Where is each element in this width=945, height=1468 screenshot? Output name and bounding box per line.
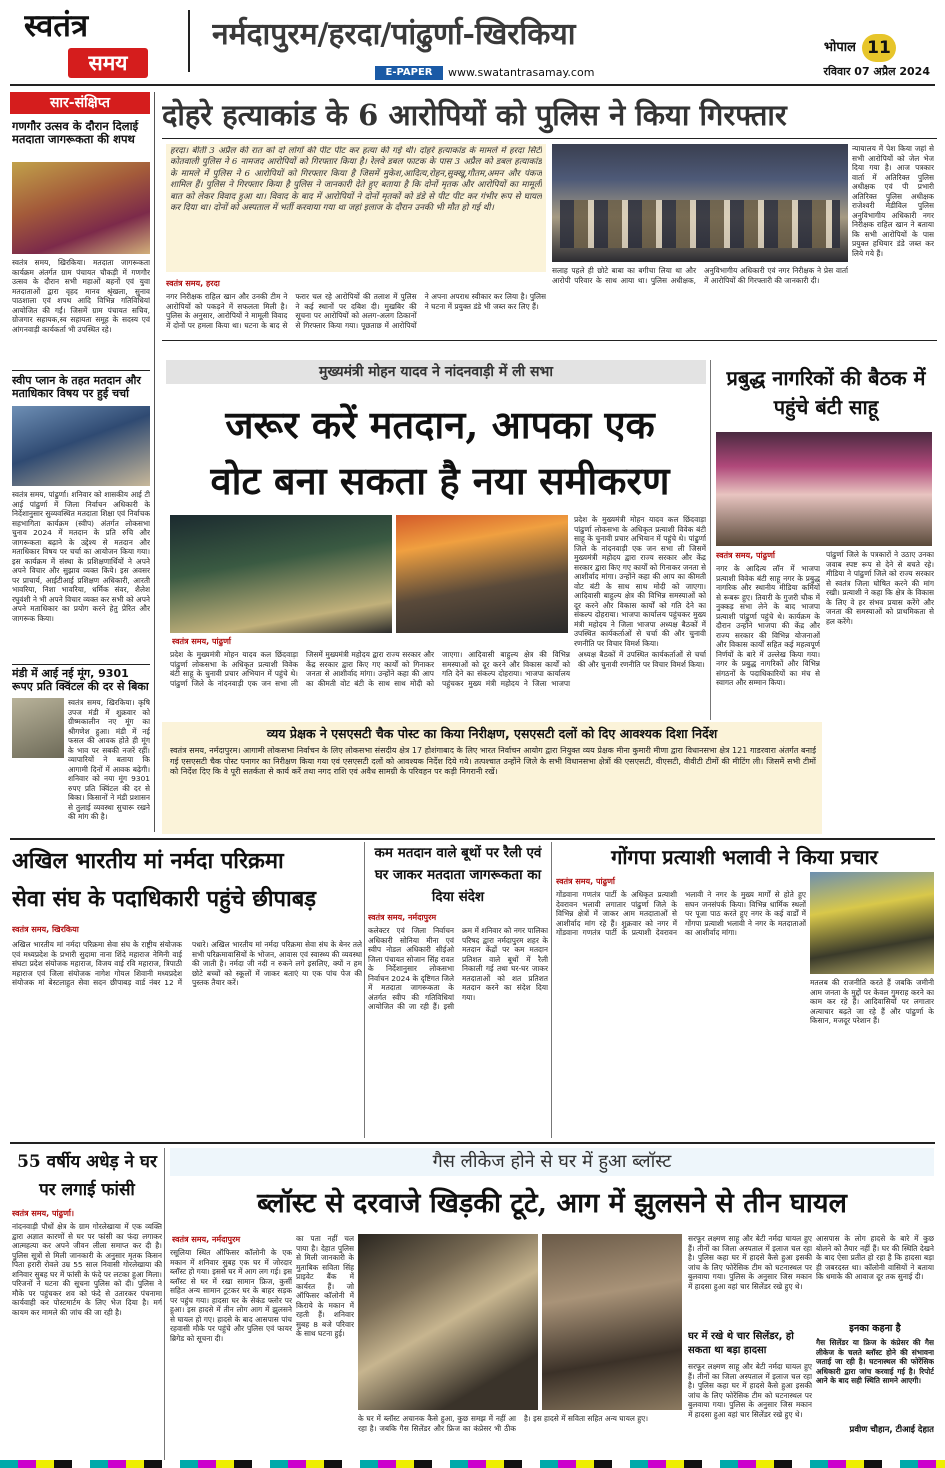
gas-kicker: गैस लीकेज होने से घर में हुआ ब्लॉस्ट (432, 1151, 672, 1172)
brief-body: स्वतंत्र समय, खिरकिया। कृषि उपज मंडी में शुक्रवार को ग्रीष्मकालीन नए मूंग का श्रीगणेश हुआ। मंडी में नई फसल की आवक होते ही मूंग के भाव पर सबकी नजरें रहीं। व्यापारियों ने बताया कि आगामी दिनों में आवक बढ़ेगी। शनिवार को नया मूंग 9301 रुपए प्रति क्विंटल की दर से बिका। किसानों ने मंडी प्रशासन से तुलाई व्यवस्था सुचारू रखने की मांग की है। (68, 698, 150, 821)
kam-byline: स्वतंत्र समय, नर्मदापुरम (368, 913, 437, 922)
logo-top: स्वतंत्र (24, 8, 89, 44)
quote-heading: इनका कहना है (849, 1323, 901, 1334)
suicide-byline: स्वतंत्र समय, पांढुर्णा। (12, 1209, 74, 1218)
brief-photo (12, 406, 150, 486)
cm-body-right: प्रदेश के मुख्यमंत्री मोहन यादव कल छिंदवाड़ा पांढुर्णा लोकसभा के अधिकृत प्रत्याशी विवेक बंटी साहू के चुनावी प्रचार अभियान में पहुंचे थे। पांढुर्णा जिले के नांदनवाड़ी एक जन सभा ली जिसमें मुख्यमंत्री महोदय द्वारा राज्य सरकार और केंद्र सरकार द्वारा किए गए कार्यों को गिनाकर जनता से आशीर्वाद मांगा। उन्होंने कहा की आप का कीमती वोट बंटी के साथ साथ मोदी को जाएगा। आदिवासी बाहुल्य क्षेत्र की विभिन्न समस्याओं को दूर करने और विकास कार्यों को गति देने का संकल्प दोहराया। भाजपा कार्यालय पहुंचकर मुख्य मंत्री महोदय ने जिला भाजपा अध्यक्ष बैठकों में उपस्थित कार्यकर्ताओं से चर्चा की और चुनावी रणनीति पर विचार विमर्श किया। (574, 515, 706, 648)
brief-body: स्वतंत्र समय, पांढुर्णा। शनिवार को शासकीय आई टी आई पांढुर्णा में जिला निर्वाचन अधिकारी के निर्देशानुसार सुव्यवस्थित मतदाता शिक्षा एवं निर्वाचक सहभागिता कार्यक्रम (स्वीप) अंतर्गत लोकसभा चुनाव 2024 में मतदान के प्रति रुचि और जागरूकता बढ़ाने के उद्देश्य से मतदान और मताधिकार विषय पर चर्चा का आयोजन किया गया। इस कार्यक्रम में संस्था के प्रशिक्षणार्थियों ने अपने अपने विचार और सुझाव व्यक्त किये। इस अवसर पर प्राचार्य, आईटीआई प्रशिक्षण अधिकारी, आरती भावरिया, निशा भावरिया, धर्मिक संवर, शैलेश रघुवंशी ने भी अपने विचार व्यक्त कर सभी को अपने अपने मताधिकार का प्रयोग करने हेतु प्रेरित और जागरूक किया। (12, 490, 150, 623)
gas-body: रसूलिया स्थित ऑफिसर कॉलोनी के एक मकान में शनिवार सुबह एक घर में जोरदार ब्लॉस्ट हो गया। इससे घर में आग लग गई। इस ब्लॉस्ट से घर में रखा सामान फ्रिज, कुर्सी सहित अन्य सामान टूटकर घर के बाहर सड़क पर पहुंच गया। हादसा घर के सेकंड फ्लोर पर हुआ। इस हादसे में तीन लोग आग में झुलसने से घायल हो गए। हादसे के बाद आसपास पांच रहवासी मौके पर पहुंचे और पुलिस एवं फायर ब्रिगेड को सूचना दी। (170, 1248, 292, 1343)
brief-title: मंडी में आई नई मूंग, 9301 रूपए प्रति क्विंटल की दर से बिका (12, 667, 149, 693)
gas-headline: ब्लॉस्ट से दरवाजे खिड़की टूटे, आग में झुलसने से तीन घायल (257, 1188, 847, 1219)
lead-right-column: न्यायालय में पेश किया जहां से सभी आरोपियों को जेल भेज दिया गया है। आज पत्रकार वार्ता में अतिरिक्त पुलिस अधीक्षक एवं पी प्रभारी अतिरिक्त पुलिस अधीक्षक राजेश्वरी मेडीविल पुलिस अनुविभागीय अधिकारी नगर निरीक्षक राहिल खान ने बताया कि सभी आरोपियों के पास प्रयुक्त हथियार डंडे जब्त कर लिये गये हैं। (852, 144, 934, 258)
brief-divider (12, 370, 150, 371)
color-registration-bar (0, 1460, 945, 1468)
parikrama-headline: अखिल भारतीय मां नर्मदा परिक्रमा (12, 848, 284, 874)
column-rule (551, 842, 552, 1138)
column-rule (164, 1148, 165, 1460)
page-number: 11 (867, 38, 891, 58)
police-line (560, 200, 840, 248)
parikrama-headline: सेवा संघ के पदाधिकारी पहुंचे छीपाबड़ (12, 886, 317, 912)
column-rule (364, 842, 365, 1138)
city-label: भोपाल (823, 40, 856, 55)
gas-photo-caption: के घर में ब्लॉस्ट अचानक कैसे हुआ, कुछ समझ में नहीं आ रहा है। जबकि गैस सिलेंडर और फ्रिज का कंप्रेसर भी ठीक है। इस हादसे में सविता सहित अन्य घायल हुए। (358, 1414, 649, 1433)
parikrama-byline: स्वतंत्र समय, खिरकिया (12, 925, 79, 934)
gas-photo-room (542, 1234, 682, 1410)
gas-body-4: आसपास के लोग हादसे के बारे में कुछ बोलने को तैयार नहीं हैं। घर की स्थिति देखने के बाद ऐसा प्रतीत हो रहा है कि हादसा बड़ा ही जबरदस्त था। कॉलोनी वासियों ने बताया कि धमाके की आवाज दूर तक सुनाई दी। (816, 1234, 934, 1281)
brief-title: स्वीप प्लान के तहत मतदान और मताधिकार विषय पर हुई चर्चा (12, 374, 141, 400)
cm-headline: जरूर करें मतदान, आपका एक (225, 402, 655, 447)
lead-caption: सलाह पहले ही छोटे बाबा का बगीचा लिया था और आरोपी परिवार के साथ आया था। पुलिस अधीक्षक, अनुविभागीय अधिकारी एवं नगर निरीक्षक ने प्रेस वार्ता में आरोपियों की गिरफ्तारी की जानकारी दी। (552, 266, 848, 285)
gongpa-body-right: मतलब की राजनीति करते हैं जबकि जमीनी आम जनता के मुद्दों पर केवल गुमराह करने का काम कर रहे हैं। आदिवासियों पर लगातार अत्याचार बढ़ते जा रहे हैं और पांढुर्णा के किसान, मजदूर परेशान हैं। (810, 978, 934, 1025)
gas-byline: स्वतंत्र समय, नर्मदापुरम (172, 1235, 241, 1244)
cm-byline: स्वतंत्र समय, पांढुर्णा (172, 637, 231, 646)
section-divider (10, 838, 935, 840)
cm-kicker: मुख्यमंत्री मोहन यादव ने नांदनवाड़ी में ली सभा (318, 364, 553, 380)
cm-body: प्रदेश के मुख्यमंत्री मोहन यादव कल छिंदवाड़ा पांढुर्णा लोकसभा के अधिकृत प्रत्याशी विवेक बंटी साहू के चुनावी प्रचार अभियान में पहुंचे थे। पांढुर्णा जिले के नांदनवाड़ी एक जन सभा ली जिसमें मुख्यमंत्री महोदय द्वारा राज्य सरकार और केंद्र सरकार द्वारा किए गए कार्यों को गिनाकर जनता से आशीर्वाद मांगा। उन्होंने कहा की आप का कीमती वोट बंटी के साथ साथ मोदी को जाएगा। आदिवासी बाहुल्य क्षेत्र की विभिन्न समस्याओं को दूर करने और विकास कार्यों को गति देने का संकल्प दोहराया। भाजपा कार्यालय पहुंचकर मुख्य मंत्री महोदय ने जिला भाजपा अध्यक्ष बैठकों में उपस्थित कार्यकर्ताओं से चर्चा की और चुनावी रणनीति पर विचार विमर्श किया। (170, 650, 706, 688)
gas-body-3-cont: सरफूर लक्ष्मण साहू और बेटी नर्मदा घायल हुए हैं। तीनों का जिला अस्पताल में इलाज चल रहा है। पुलिस कहा घर में हादसे कैसे हुआ इसकी जांच के लिए फोरेंसिक टीम को घटनास्थल पर बुलवाया गया। पुलिस के अनुसार जिस मकान में हादसा हुआ वहां चार सिलेंडर रखे हुए थे। (688, 1362, 812, 1419)
website-link[interactable]: www.swatantrasamay.com (448, 66, 595, 79)
prabuddh-headline: प्रबुद्ध नागरिकों की बैठक में पहुंचे बंटी साहू (726, 366, 926, 419)
brief-photo (12, 162, 150, 254)
masthead-divider (188, 10, 190, 72)
brief-body: स्वतंत्र समय, खिरकिया। मतदाता जागरूकता कार्यक्रम अंतर्गत ग्राम पंचायत चौकड़ी में गणगौर उत्सव के दौरान सभी महाओं बहनों एवं युवा मतदाताओं द्वारा वृहद मानव श्रृंखला, सुनाव पाठशाला एवं शपथ आदि विभिन्न गतिविधियां आयोजित की गईं। जिसमें ग्राम पंचायत सचिव, ग्रोजगार सहायक,स्व सहायता समूह के सदस्य एवं आंगनवाड़ी कार्यकर्ता भी उपस्थित रहे। (12, 258, 150, 334)
lead-summary: हरदा। बीती 3 अप्रैल की रात को दो लोगों की पीट पीट कर हत्या की गई थी। दोहरे हत्याकांड के मामले में हरदा सिटी कोतवाली पुलिस ने 6 नामजद आरोपियों को गिरफ्तार किया है। रेलवे डबल फाटक के पास 3 अप्रैल को डबल हत्याकांड के मामले में पुलिस ने 6 आरोपियों को गिरफ्तार किया है जिसमें मुकेश,आदित्य,रोहन,सुक्खू,गौतम,अमन और पंकज शामिल हैं। पुलिस ने गिरफ्तार किया है पुलिस ने जानकारी देते हुए बताया है कि दोनों मृतक और आरोपियों का मामूली बात को लेकर विवाद हुआ था। विवाद के बाद में आरोपियों ने दोनों मृतकों को डंडे से पीट पीट कर गंभीर रूप से घायल कर दिया था। दोनों को अस्पताल में भर्ती करवाया गया था जहां इलाज के दौरान उनकी भी मौत हो गई थी। (170, 146, 542, 214)
lead-headline-rule (162, 138, 937, 139)
kam-body: कलेक्टर एवं जिला निर्वाचन अधिकारी सोनिया मीना एवं स्वीप नोडल अधिकारी सीईओ जिला पंचायत सोजान सिंह रावत के निर्देशानुसार लोकसभा निर्वाचन 2024 के दृष्टिगत जिले में मतदाता जागरूकता के अंतर्गत स्वीप की गतिविधियां आयोजित की जा रही हैं। इसी क्रम में शनिवार को नगर पालिका परिषद द्वारा नर्मदापुरम शहर के मतदान केंद्रों पर कम मतदान प्रतिशत वाले बूथों में रैली निकाली गई तथा घर-घर जाकर मतदाताओं को शत प्रतिशत मतदान करने का संदेश दिया गया। (368, 926, 548, 1011)
masthead (0, 0, 945, 86)
observer-body: स्वतंत्र समय, नर्मदापुरम। आगामी लोकसभा निर्वाचन के लिए लोकसभा संसदीय क्षेत्र 17 होशंगाबाद के लिए भारत निर्वाचन आयोग द्वारा नियुक्त व्यय प्रेक्षक मीना कुमारी मीणा द्वारा विधानसभा क्षेत्र 121 गाडरवारा अंतर्गत बनाई गई एसएसटी चैक पोस्ट पनागर का निरीक्षण किया गया एवं एसएसटी दलों को आवश्यक निर्देश दिये गये। तत्पश्चात उन्होंने जिले के सभी विधानसभा क्षेत्रों की एसएसटी, वीएसटी, वीवीटी टीमों की मीटिंग ली। जिसमें सभी टीमों को निर्देश दिए कि वे पूरी सतर्कता से कार्य करें तथा नगद राशि एवं अवैध सामग्री के परिवहन पर कड़ी निगरानी रखें। (170, 746, 816, 776)
section-divider (162, 340, 937, 341)
sidebar-header-label: सार-संक्षिप्त (49, 95, 111, 111)
gas-body-2: का पता नहीं चल पाया है। देहात पुलिस से मिली जानकारी के मुताबिक सविता सिंह प्राइवेट बैंक में कार्यरत हैं। जो ऑफिसर कॉलोनी में किराये के मकान में रहती हैं। शनिवार सुबह 8 बजे परिवार के साथ घटना हुई। (296, 1234, 354, 1338)
lead-body: नगर निरीक्षक राहिल खान और उनकी टीम ने आरोपियों को पकड़ने में सफलता मिली है। पुलिस के अनुसार, आरोपियों ने मामूली विवाद में दोनों पर हमला किया था। घटना के बाद से फरार चल रहे आरोपियों की तलाश में पुलिस ने कई स्थानों पर दबिश दी। मुखबिर की सूचना पर आरोपियों को अलग-अलग ठिकानों से गिरफ्तार किया गया। पूछताछ में आरोपियों ने अपना अपराध स्वीकार कर लिया है। पुलिस ने घटना में प्रयुक्त डंडे भी जब्त कर लिए हैं। (166, 292, 546, 330)
gas-subheading: घर में रखे थे चार सिलेंडर, हो सकता था बड़ा हादसा (688, 1331, 794, 1356)
quote-body: गैस सिलेंडर या फ्रिज के कंप्रेसर की गैस लीकेज के चलते ब्लॉस्ट होने की संभावना जताई जा रही है। घटनास्थल की फोरेंसिक अधिकारी द्वारा जांच करवाई गई है। रिपोर्ट आने के बाद सही स्थिति सामने आएगी। (816, 1338, 934, 1385)
gongpa-headline: गोंगपा प्रत्याशी भलावी ने किया प्रचार (611, 845, 878, 869)
suicide-headline: 55 वर्षीय अधेड़ ने घर पर लगाई फांसी (17, 1152, 157, 1200)
gongpa-body: गोंडवाना गणतंत्र पार्टी के अधिकृत प्रत्याशी देवरावन भलावी लगातार पांढुर्णा जिले के विभिन्न क्षेत्रों में जाकर आम मतदाताओं से आशीर्वाद मांग रहे हैं। शुक्रवार को नगर में गोंडवाना गणतंत्र पार्टी के प्रत्याशी देवरावन भलावी ने नगर के मुख्य मार्गों से होते हुए सघन जनसंपर्क किया। विभिन्न धार्मिक स्थलों पर पूजा पाठ करते हुए नगर के कई वार्डों में गोंगपा प्रत्याशी भलावी ने नगर के मतदाताओं का आशीर्वाद मांगा। (556, 890, 806, 937)
gas-body-3: सरफूर लक्ष्मण साहू और बेटी नर्मदा घायल हुए हैं। तीनों का जिला अस्पताल में इलाज चल रहा है। पुलिस कहा घर में हादसे कैसे हुआ इसकी जांच के लिए फोरेंसिक टीम को घटनास्थल पर बुलवाया गया। पुलिस के अनुसार जिस मकान में हादसा हुआ वहां चार सिलेंडर रखे हुए थे। (688, 1234, 812, 1291)
cm-photo (170, 515, 392, 633)
section-title: नर्मदापुरम/हरदा/पांढुर्णा-खिरकिया (212, 17, 576, 52)
prabuddh-byline: स्वतंत्र समय, पांढुर्णा (716, 551, 775, 560)
lead-byline: स्वतंत्र समय, हरदा (166, 279, 220, 288)
gongpa-byline: स्वतंत्र समय, पांढुर्णा (556, 877, 615, 886)
prabuddh-photo (716, 432, 932, 546)
brief-title: गणगौर उत्सव के दौरान दिलाई मतदाता जागरूकता की शपथ (12, 120, 139, 146)
cm-photo-crowd (396, 515, 568, 633)
sidebar-rule (154, 92, 155, 832)
logo-bottom: समय (88, 50, 128, 75)
gongpa-photo (810, 872, 934, 974)
suicide-body: नांदनवाड़ी पौधों क्षेत्र के ग्राम गोरलेखाया में एक व्यक्ति द्वारा अज्ञात कारणों से घर पर फांसी का फंदा लगाकर आत्महत्या कर अपने जीवन लीला समाप्त कर दी है। पुलिस सूत्रों से मिली जानकारी के अनुसार मृतक किसन पिता हरारी रोवले उम्र 55 साल निवासी गोरलेखाया की शनिवार सुबह घर में फांसी के फंदे पर लटका हुआ मिला। परिजनों ने घटना की सूचना पुलिस को दी। पुलिस ने मौके पर पहुंचकर शव को फंदे से उतारकर पंचनामा कार्यवाही कर पोस्टमार्टम के लिए भेज दिया है। मर्ग कायम कर मामले की जांच की जा रही है। (12, 1222, 162, 1317)
cm-headline: वोट बना सकता है नया समीकरण (210, 458, 670, 503)
parikrama-body: अखिल भारतीय मां नर्मदा परिक्रमा सेवा संघ के राष्ट्रीय संयोजक एवं मध्यप्रदेश के प्रभारी सुदामा नाना शिंदे महाराज नेमिनी वाई संघटा प्रदेश संयोजक महाराज, विजय वाई रवि महाराज, त्रिपाठी महाराज एवं जिला संयोजक नागेश गोयल शिवानी मध्यप्रदेश संयोजक मां बेस्टलाहुत सेवा सदन छीपाबड़ वार्ड नंबर 12 में पधारे। अखिल भारतीय मां नर्मदा परिक्रमा सेवा संघ के बेनर तले सभी परिक्रमावासियों के भोजन, आवास एवं स्वास्थ्य की व्यवस्था की जाती है। नर्मदा जी नदी न रुकने लगे इसलिए, क्यों न हम छोटे बच्चों को स्कूलों में जाकर बताएं या एक पांच पेज की पुस्तक तैयार करें। (12, 940, 362, 987)
kam-headline: कम मतदान वाले बूथों पर रैली एवं घर जाकर मतदाता जागरूकता का दिया संदेश (374, 845, 542, 905)
prabuddh-body: नगर के आदित्य लॉन में भाजपा प्रत्याशी विवेक बंटी साहू नगर के प्रबुद्ध नागरिक और स्थानीय मीडिया कर्मियों से रूबरू हुए। तिवारी के गुजरी चौक में नुक्कड़ सभा लेने के बाद भाजपा प्रत्याशी पांढुर्णा पहुंचे थे। कार्यक्रम के दौरान उन्होंने भाजपा की केंद्र और राज्य सरकार की विभिन्न योजनाओं और विकास कार्यों सहित कई महत्वपूर्ण निर्णयों के बारे में उल्लेख किया गया। नगर के प्रबुद्ध नागरिकों और विभिन्न संगठनों के पदाधिकारियों का मंच से स्वागत और सम्मान किया। (716, 564, 820, 687)
quote-attribution: प्रवीण चौहान, टीआई देहात (849, 1425, 934, 1435)
prabuddh-body-right: पांढुर्णा जिले के पत्रकारों ने उठाए उनका जवाब स्पष्ट रूप से देने से बचते रहे। मीडिया ने पांढुर्णा जिले को राज्य सरकार से स्वतंत्र जिला घोषित करने की मांग रखी। प्रत्याशी ने कहा कि क्षेत्र के विकास के लिए वे हर संभव प्रयास करेंगे और जनता की समस्याओं को प्राथमिकता से हल करेंगे। (826, 550, 934, 626)
masthead-bottom-rule (10, 84, 935, 86)
lead-headline: दोहरे हत्याकांड के 6 आरोपियों को पुलिस ने किया गिरफ्तार (162, 98, 787, 132)
observer-headline: व्यय प्रेक्षक ने एसएसटी चैक पोस्ट का किया निरीक्षण, एसएसटी दलों को दिए आवश्यक दिशा निर्देश (266, 726, 718, 741)
epaper-badge: E-PAPER (375, 66, 443, 80)
section-divider (10, 1142, 935, 1144)
gas-photo-door (358, 1234, 538, 1410)
brief-divider (12, 664, 150, 665)
prabuddh-rule (710, 360, 711, 720)
issue-date: रविवार 07 अप्रैल 2024 (823, 65, 930, 78)
